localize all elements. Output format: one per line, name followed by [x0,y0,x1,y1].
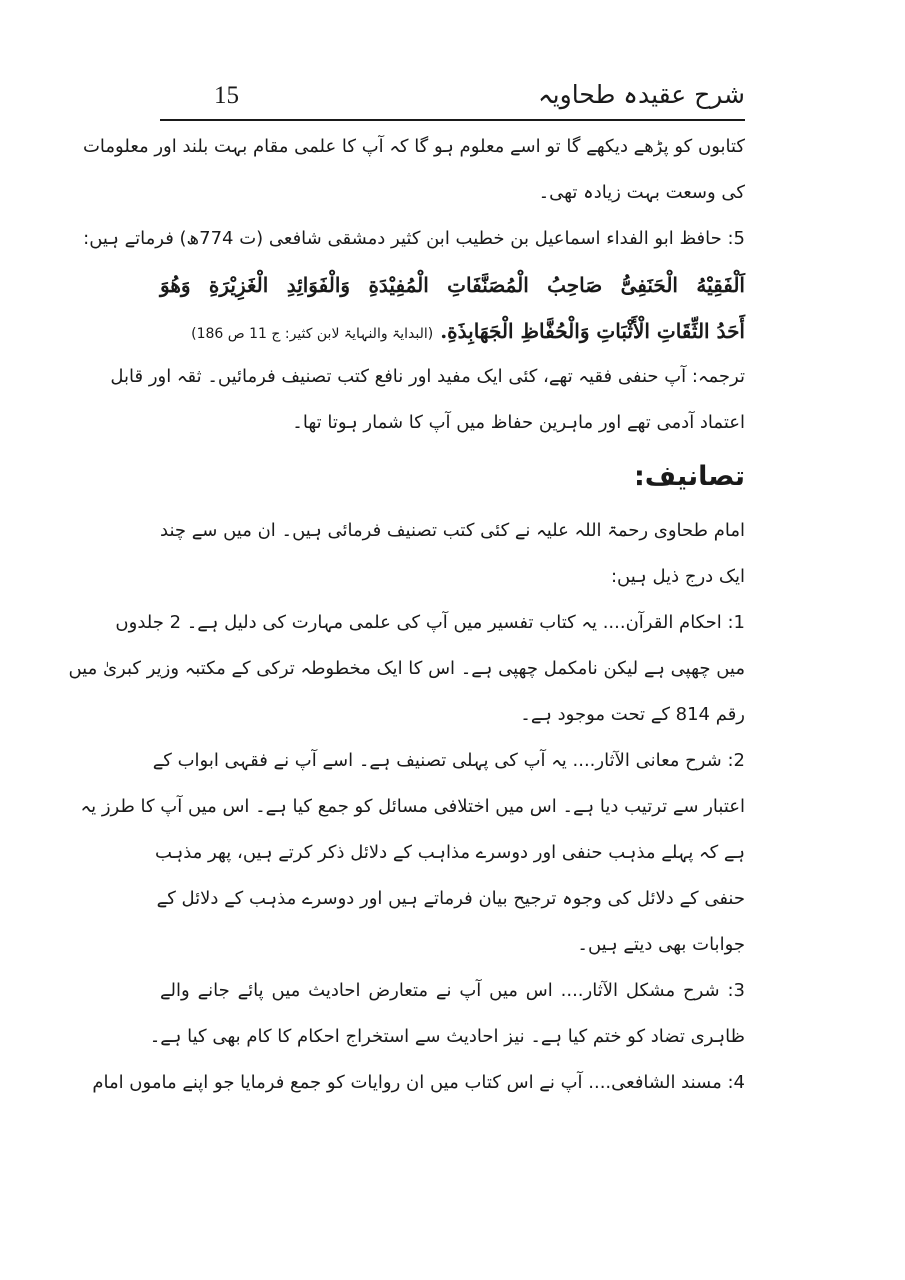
arabic-quote-text: أَحَدُ الثِّقَاتِ الْأَثْبَاتِ وَالْحُفَّاظِ الْجَهَابِذَةِ. [440,319,745,343]
book-entry-line: حنفی کے دلائل کی وجوہ ترجیح بیان فرماتے ہیں اور دوسرے مذہب کے دلائل کے [156,888,745,909]
text-line: کتابوں کو پڑھے دیکھے گا تو اسے معلوم ہو گا کہ آپ کا علمی مقام بہت بلند اور معلومات [82,136,745,157]
header-rule [160,119,745,121]
arabic-quote-line [160,308,745,354]
text-line: ایک درج ذیل ہیں: [610,566,745,587]
book-entry-line: میں چھپی ہے لیکن نامکمل چھپی ہے۔ اس کا ایک مخطوطہ ترکی کے مکتبہ وزیر کبریٰ میں [68,658,745,679]
section-heading: تصانیف: [634,461,745,492]
citation-reference: (البدایۃ والنہایۃ لابن کثیر: ج 11 ص 186) [191,326,434,342]
translation-line: ترجمہ: آپ حنفی فقیہ تھے، کئی ایک مفید اور نافع کتب تصنیف فرمائیں۔ ثقہ اور قابل [110,366,745,387]
book-entry-line: 2: شرح معانی الآثار.... یہ آپ کی پہلی تصنیف ہے۔ اسے آپ نے فقہی ابواب کے [152,750,745,771]
running-header-title: شرح عقیدہ طحاویہ [538,80,745,109]
book-entry-line: ظاہری تضاد کو ختم کیا ہے۔ نیز احادیث سے استخراج احکام کا کام بھی کیا ہے۔ [149,1026,745,1047]
book-entry-line: 1: احکام القرآن.... یہ کتاب تفسیر میں آپ کی علمی مہارت کی دلیل ہے۔ 2 جلدوں [115,612,745,633]
text-line: کی وسعت بہت زیادہ تھی۔ [538,182,745,203]
page-number: 15 [214,82,239,109]
arabic-quote-line: اَلْفَقِیْهُ الْحَنَفِیُّ صَاحِبُ الْمُصَنَّفَاتِ الْمُفِیْدَةِ وَالْفَوَائِدِ الْغَزِیْرَةِ وَهُوَ [160,273,745,297]
translation-line: اعتماد آدمی تھے اور ماہرین حفاظ میں آپ کا شمار ہوتا تھا۔ [292,412,745,433]
quote-intro: 5: حافظ ابو الفداء اسماعیل بن خطیب ابن کثیر دمشقی شافعی (ت 774ھ) فرماتے ہیں: [83,228,745,249]
book-entry-line: ہے کہ پہلے مذہب حنفی اور دوسرے مذاہب کے دلائل ذکر کرتے ہیں، پھر مذہب [155,842,745,863]
book-entry-line: 4: مسند الشافعی.... آپ نے اس کتاب میں ان روایات کو جمع فرمایا جو اپنے ماموں امام [92,1072,745,1093]
page-body [68,124,745,1106]
book-entry-line: رقم 814 کے تحت موجود ہے۔ [520,704,745,725]
text-line: امام طحاوی رحمۃ اللہ علیہ نے کئی کتب تصنیف فرمائی ہیں۔ ان میں سے چند [160,520,745,541]
book-entry-line: اعتبار سے ترتیب دیا ہے۔ اس میں اختلافی مسائل کو جمع کیا ہے۔ اس میں آپ کا طرز یہ [80,796,745,817]
book-entry-line: جوابات بھی دیتے ہیں۔ [577,934,745,955]
book-entry-line: 3: شرح مشکل الآثار.... اس میں آپ نے متعارض احادیث میں پائے جانے والے [160,980,745,1001]
